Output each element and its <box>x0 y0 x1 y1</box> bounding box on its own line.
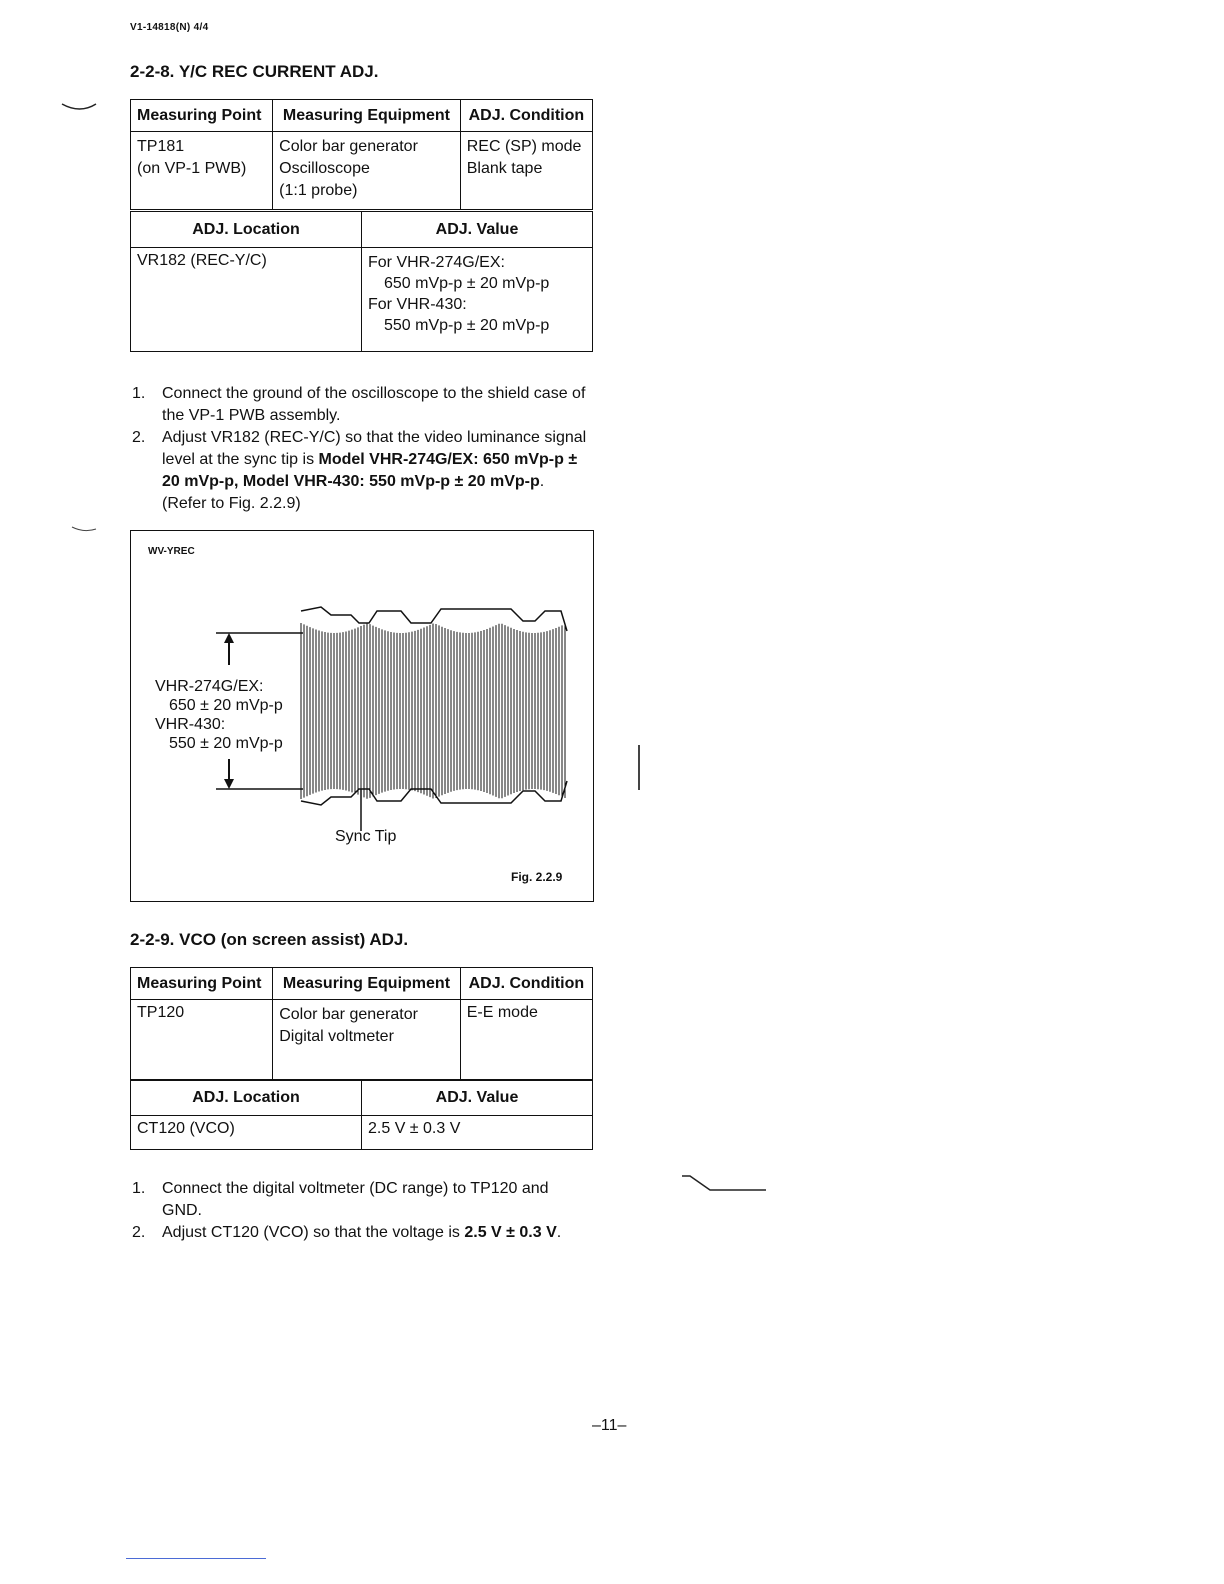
scan-mark-decoration <box>126 1558 266 1559</box>
cell-measuring-equipment <box>273 1000 461 1080</box>
header-adj-condition: ADJ. Condition <box>460 968 592 1000</box>
level-label-line: VHR-274G/EX: <box>155 678 264 695</box>
step-number: 1. <box>132 1180 146 1197</box>
level-label-line: VHR-430: <box>155 716 226 733</box>
cell-adj-condition <box>460 132 592 210</box>
level-label-line: 650 ± 20 mVp-p <box>169 697 283 714</box>
header-adj-location: ADJ. Location <box>131 212 362 248</box>
level-label <box>155 677 283 753</box>
step-bold-value: Model VHR-274G/EX: 650 mVp-p ± 20 mVp-p, Model VHR-430: 550 mVp-p ± 20 mVp-p <box>162 451 578 490</box>
yc-rec-spec-table-bottom <box>130 211 593 352</box>
header-measuring-equipment: Measuring Equipment <box>273 968 461 1000</box>
measuring-point-line: TP181 <box>137 138 185 155</box>
cell-measuring-point <box>131 132 273 210</box>
equipment-line: Color bar generator <box>279 138 418 155</box>
header-adj-location: ADJ. Location <box>131 1081 362 1116</box>
adj-value-line: 650 mVp-p ± 20 mVp-p <box>384 275 550 292</box>
level-label-line: 550 ± 20 mVp-p <box>169 735 283 752</box>
header-adj-condition: ADJ. Condition <box>460 100 592 132</box>
scan-mark-decoration <box>70 525 100 535</box>
measuring-point-line: (on VP-1 PWB) <box>137 160 247 177</box>
step-number: 2. <box>132 429 146 446</box>
document-id: V1-14818(N) 4/4 <box>130 22 209 33</box>
header-adj-value: ADJ. Value <box>362 1081 593 1116</box>
step-text: Adjust VR182 (REC-Y/C) so that the video luminance signal level at the sync tip is <box>162 429 587 468</box>
step-number: 1. <box>132 385 146 402</box>
cell-adj-condition: E-E mode <box>460 1000 592 1080</box>
cell-adj-value <box>362 248 593 352</box>
step-text: Connect the ground of the oscilloscope to the shield case of the VP-1 PWB assembly. <box>162 385 586 424</box>
yc-rec-steps <box>130 383 593 515</box>
condition-line: REC (SP) mode <box>466 138 582 155</box>
sync-tip-label: Sync Tip <box>335 828 397 845</box>
header-measuring-point: Measuring Point <box>131 100 273 132</box>
header-measuring-point: Measuring Point <box>131 968 273 1000</box>
step-item <box>130 1222 593 1244</box>
header-adj-value: ADJ. Value <box>362 212 593 248</box>
header-measuring-equipment: Measuring Equipment <box>273 100 461 132</box>
adj-value-line: For VHR-274G/EX: <box>368 254 505 271</box>
step-text: . (Refer to Fig. 2.2.9) <box>162 473 545 512</box>
vco-spec-table-bottom <box>130 1080 593 1150</box>
step-text: Adjust CT120 (VCO) so that the voltage is <box>162 1224 465 1241</box>
equipment-line: Oscilloscope <box>279 160 370 177</box>
figure-tag: WV-YREC <box>148 546 195 557</box>
figure-caption: Fig. 2.2.9 <box>511 870 563 884</box>
cell-adj-location: VR182 (REC-Y/C) <box>131 248 362 352</box>
step-bold-value: 2.5 V ± 0.3 V <box>464 1224 557 1241</box>
cell-adj-location: CT120 (VCO) <box>131 1116 362 1150</box>
scan-mark-decoration <box>638 745 640 790</box>
step-item <box>130 427 593 515</box>
video-waveform <box>301 607 567 805</box>
vco-spec-table-top <box>130 967 593 1080</box>
equipment-line: (1:1 probe) <box>279 182 358 199</box>
adj-value-line: For VHR-430: <box>368 296 467 313</box>
condition-line: Blank tape <box>466 160 543 177</box>
scan-mark-decoration <box>60 100 100 120</box>
adj-value-line: 550 mVp-p ± 20 mVp-p <box>384 317 550 334</box>
step-number: 2. <box>132 1224 146 1241</box>
cell-measuring-equipment <box>273 132 461 210</box>
yc-rec-spec-table-top <box>130 99 593 210</box>
section-heading-vco: 2-2-9. VCO (on screen assist) ADJ. <box>130 930 409 949</box>
equipment-line: Color bar generator <box>279 1006 418 1023</box>
step-item <box>130 383 593 427</box>
vco-steps <box>130 1178 593 1244</box>
waveform-figure <box>130 530 594 902</box>
step-item <box>130 1178 593 1222</box>
equipment-line: Digital voltmeter <box>279 1028 394 1045</box>
section-heading-yc-rec: 2-2-8. Y/C REC CURRENT ADJ. <box>130 62 379 81</box>
step-text: . <box>556 1224 562 1241</box>
cell-measuring-point: TP120 <box>131 1000 273 1080</box>
step-text: Connect the digital voltmeter (DC range) to TP120 and GND. <box>162 1180 549 1219</box>
scan-mark-decoration <box>680 1172 780 1202</box>
page-number: –11– <box>592 1417 627 1434</box>
cell-adj-value: 2.5 V ± 0.3 V <box>362 1116 593 1150</box>
